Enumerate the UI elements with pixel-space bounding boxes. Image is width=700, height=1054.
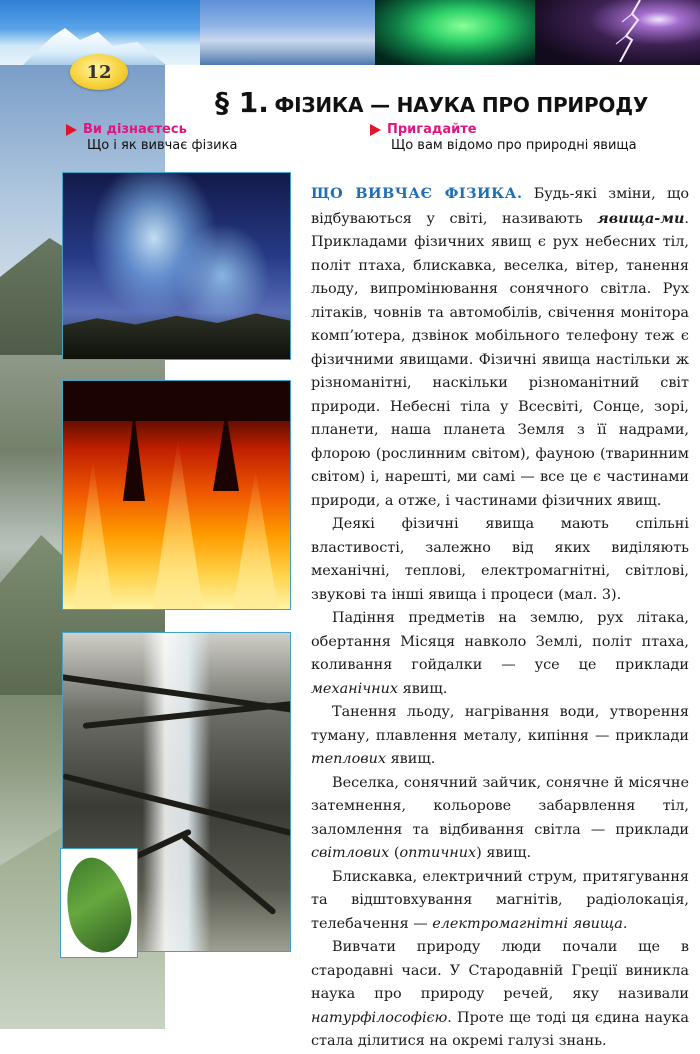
chapter-title (215, 86, 695, 119)
paragraph (311, 772, 689, 866)
term: натурфілософією (311, 1009, 448, 1026)
learn-heading: Ви дізнаєтесь (83, 122, 187, 137)
triangle-arrow-icon (370, 124, 381, 136)
term: явища-ми (597, 209, 685, 227)
term: механічних (311, 680, 399, 697)
paragraph (311, 182, 689, 513)
learn-box (66, 122, 237, 153)
text-run: Падіння предметів на землю, рух літака, обертання Місяця навколо Землі, політ птаха, коливання гойдалки — усе це приклади (311, 610, 689, 673)
text-run: Будь-які зміни, що відбуваються у світі, називають (311, 186, 689, 227)
text-run: . Проте ще тоді ця єдина наука стала ділитися на окремі галузі знань. (311, 1009, 689, 1049)
page-number-badge: 12 (70, 54, 128, 90)
term: оптичних (399, 845, 477, 861)
recall-text: Що вам відомо про природні явища (391, 138, 637, 153)
term: світлових (311, 845, 390, 861)
text-run: Танення льоду, нагрівання води, утворення туману, плавлення металу, кипіння — приклади (311, 704, 689, 744)
fire-dark-area (63, 381, 290, 421)
recall-heading: Пригадайте (387, 122, 477, 137)
hill-silhouette (63, 311, 290, 359)
text-run: Вивчати природу люди почали ще в стародавні часи. У Стародавній Греції виникла наука про природу речей, яку називали (311, 939, 689, 1002)
text-run: Веселка, сонячний зайчик, сонячне й місячне затемнення, кольорове забарвлення тіл, заломлення та відбивання світла — приклади (311, 774, 689, 838)
term: теплових (311, 751, 387, 767)
text-run: ( (389, 845, 400, 861)
text-run: Деякі фізичні явища мають спільні властивості, залежно від яких виділяють механічні, теплові, електромагнітні, світлові, звукові та інші явища і процеси (мал. 3). (311, 516, 689, 603)
fire-photo (62, 380, 291, 610)
paragraph (311, 701, 689, 772)
section-mark: § 1. (215, 86, 269, 119)
recall-box (370, 122, 637, 153)
fire-dark-area (123, 411, 145, 501)
text-run: Блискавка, електричний струм, притягування та відштовхування магнітів, радіолокація, телебачення — (311, 868, 689, 932)
learn-text: Що і як вивчає фізика (87, 138, 238, 153)
clouds-photo (200, 0, 375, 65)
branch-shape (181, 834, 277, 916)
aurora-strip-photo (375, 0, 535, 65)
branch-shape (83, 700, 291, 729)
text-run: явищ. (386, 751, 436, 767)
aurora-photo (62, 172, 291, 360)
chapter-title-text: ФІЗИКА — НАУКА ПРО ПРИРОДУ (274, 93, 649, 117)
text-run: . Прикладами фізичних явищ є рух небесних тіл, політ птаха, блискавка, веселка, вітер, танення льоду, випромінювання сонячного світла. Рух літаків, човнів та автомобілів, свічення монітора комп’ютера, дзвінок мобільного телефону теж є фізичними явищами. Фізичні явища настільки ж різноманітні, наскільки різноманітний світ природи. Небесні тіла у Всесвіті, Сонце, зорі, планети, наша планета Земля з її надрами, флорою (рослинним світом), фауною (тваринним світом) і, нарешті, ми самі — все це є частинами природи, а отже, і частинами фізичних явищ. (311, 210, 689, 509)
flame-shape (233, 469, 278, 609)
triangle-arrow-icon (66, 124, 77, 136)
article-body (311, 182, 689, 1054)
paragraph-lead: ЩО ВИВЧАЄ ФІЗИКА. (311, 185, 523, 202)
term: електромагнітні явища (432, 915, 623, 932)
text-run: явищ. (398, 680, 448, 697)
lightning-bolt-icon (612, 0, 652, 62)
paragraph (311, 936, 689, 1054)
flame-shape (73, 459, 113, 609)
paragraph (311, 607, 689, 701)
fire-dark-area (213, 411, 239, 491)
leaf-shape (58, 852, 139, 959)
text-run: . (622, 915, 628, 932)
branch-shape (62, 773, 291, 837)
flame-shape (153, 439, 203, 609)
leaf-photo (60, 848, 138, 958)
text-run: ) явищ. (476, 845, 532, 861)
paragraph (311, 513, 689, 607)
paragraph (311, 866, 689, 937)
